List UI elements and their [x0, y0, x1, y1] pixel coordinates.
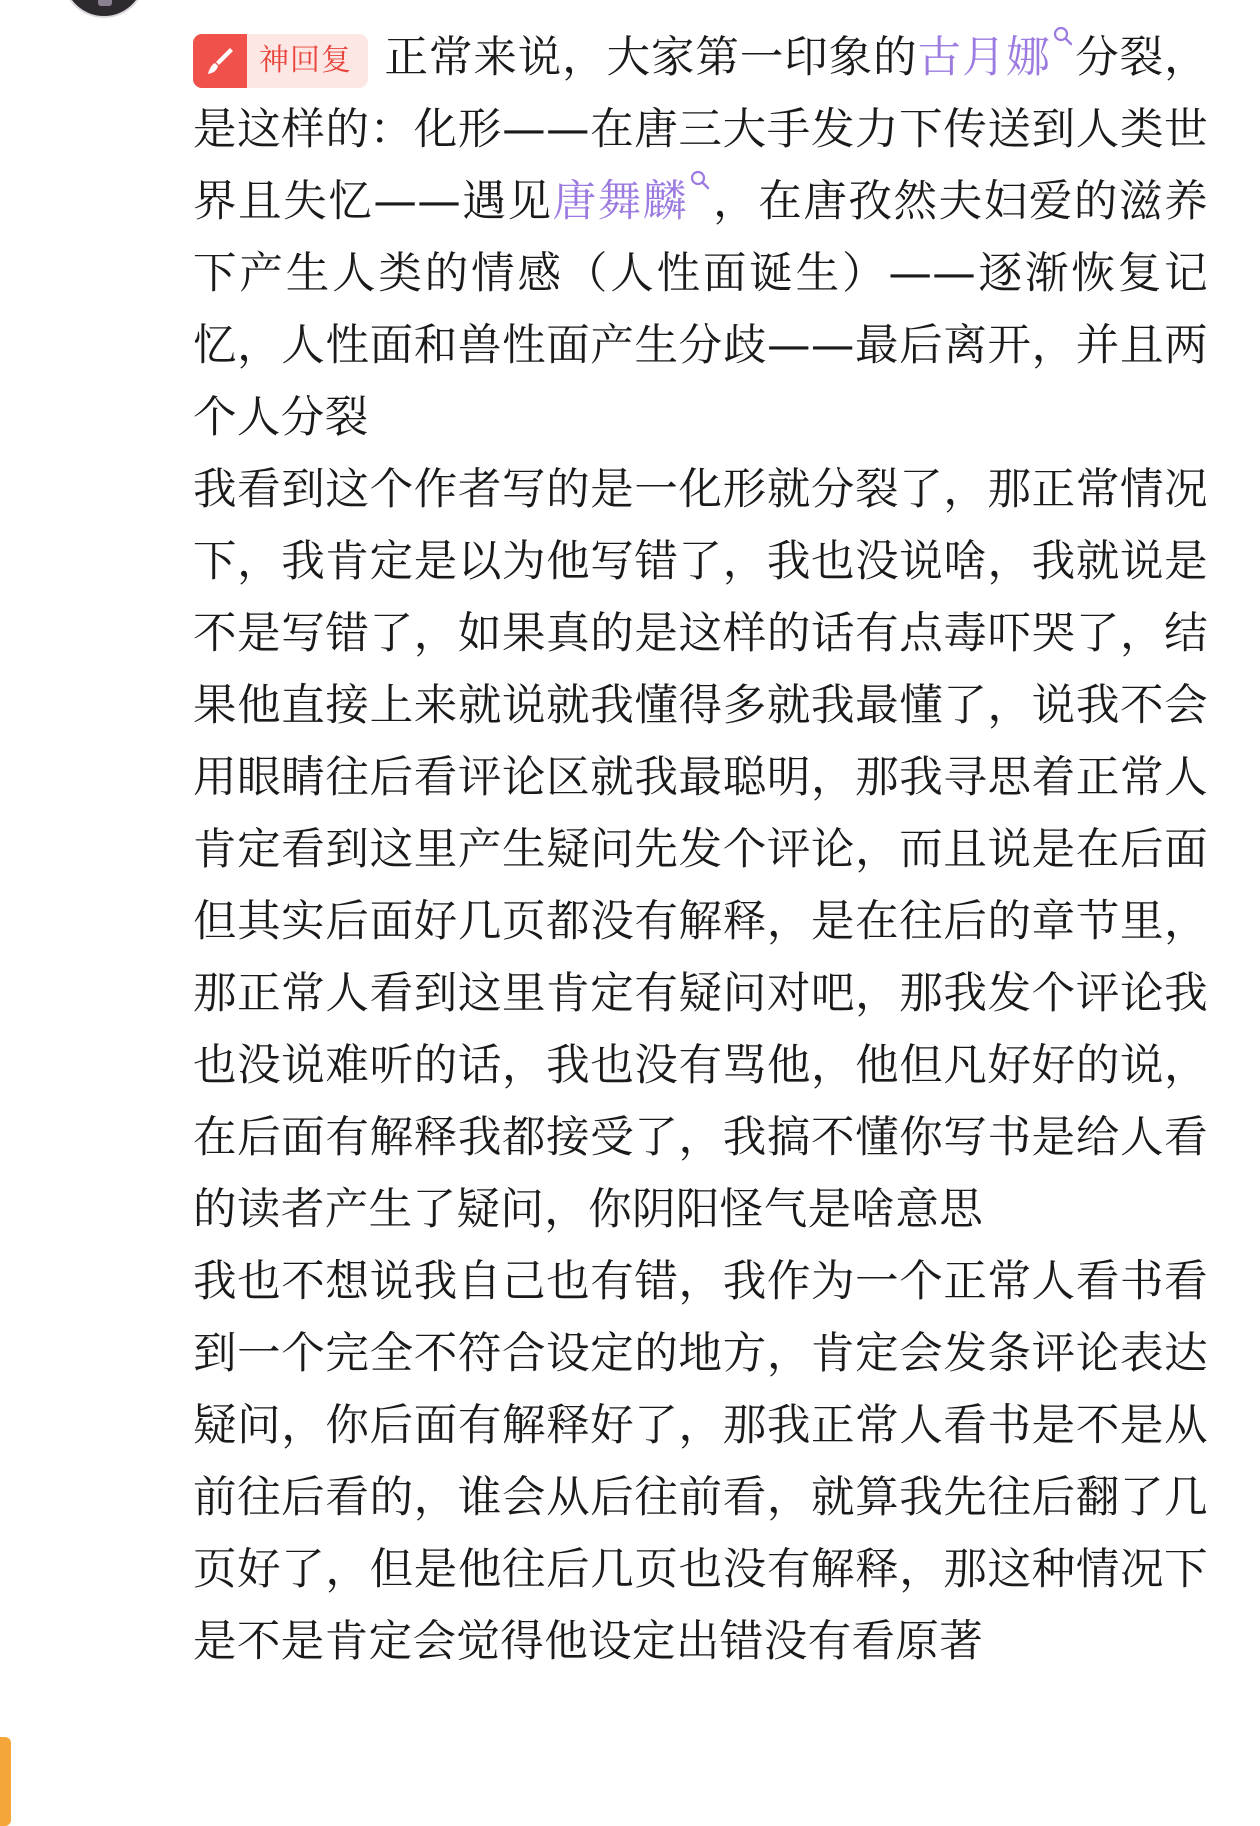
brush-icon	[193, 34, 247, 88]
avatar[interactable]	[62, 0, 146, 18]
topic-link-gu-yue-na[interactable]: 古月娜	[917, 33, 1051, 83]
god-reply-label: 神回复	[259, 43, 352, 78]
paragraph-text: ，在唐孜然夫妇爱的滋养下产生人类的情感（人性面诞生）——逐渐恢复记忆，人性面和兽性面产生分歧——最后离开，并且两个人分裂	[193, 177, 1209, 443]
comment-body	[193, 22, 1208, 1678]
comment-paragraph-2: 我看到这个作者写的是一化形就分裂了，那正常情况下，我肯定是以为他写错了，我也没说啥，我就说是不是写错了，如果真的是这样的话有点毒吓哭了，结果他直接上来就说就我懂得多就我最懂了，说我不会用眼睛往后看评论区就我最聪明，那我寻思着正常人肯定看到这里产生疑问先发个评论，而且说是在后面但其实后面好几页都没有解释，是在往后的章节里，那正常人看到这里肯定有疑问对吧，那我发个评论我也没说难听的话，我也没有骂他，他但凡好好的说，在后面有解释我都接受了，我搞不懂你写书是给人看的读者产生了疑问，你阴阳怪气是啥意思	[193, 465, 1208, 1235]
comment-paragraph-1	[193, 22, 1208, 454]
comment-paragraph-3: 我也不想说我自己也有错，我作为一个正常人看书看到一个完全不符合设定的地方，肯定会发条评论表达疑问，你后面有解释好了，那我正常人看书是不是从前往后看的，谁会从后往前看，就算我先往后翻了几页好了，但是他往后几页也没有解释，那这种情况下是不是肯定会觉得他设定出错没有看原著	[193, 1257, 1208, 1667]
god-reply-badge	[193, 34, 368, 88]
paragraph-text: 分裂，是这样的：化形——在唐三大手发力下传送到人类世界且失忆——遇见	[193, 33, 1208, 227]
search-icon[interactable]	[690, 170, 710, 194]
topic-link-tang-wu-lin[interactable]: 唐舞麟	[552, 177, 688, 227]
paragraph-text: 正常来说，大家第一印象的	[384, 33, 918, 83]
scroll-indicator	[0, 1737, 11, 1826]
search-icon[interactable]	[1053, 26, 1073, 50]
